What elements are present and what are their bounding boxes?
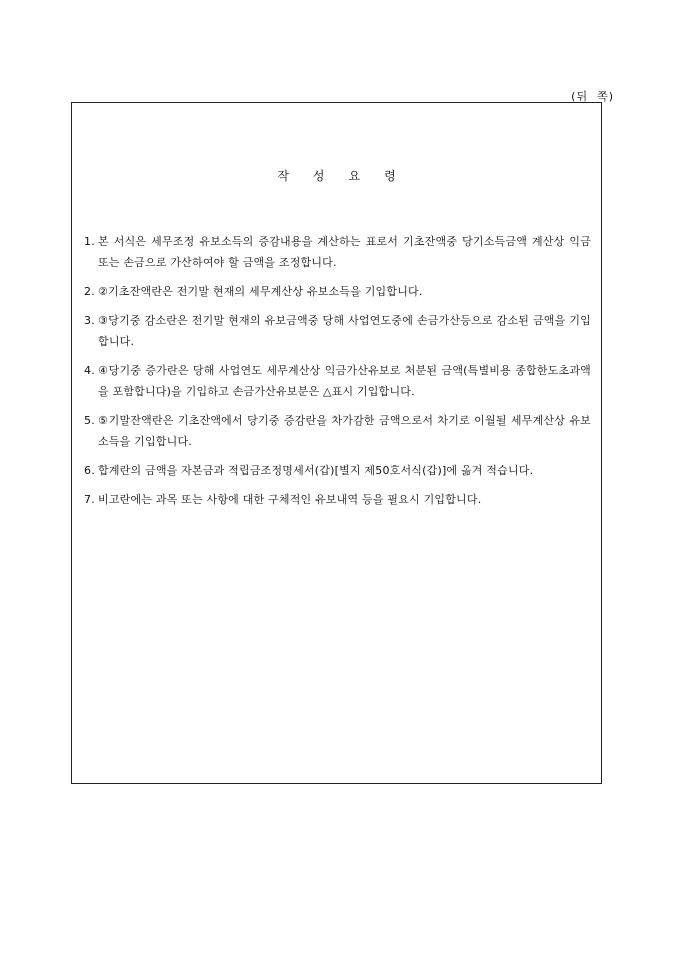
instruction-number: 4. [84, 364, 95, 377]
instructions-title: 작성요령 [277, 169, 420, 183]
instruction-number: 2. [84, 285, 95, 298]
instruction-item-2 [84, 281, 591, 302]
instruction-text: 합계란의 금액을 자본금과 적립금조정명세서(갑)[별지 제50호서식(갑)]에 옮겨 적습니다. [98, 464, 534, 477]
instruction-number: 6. [84, 464, 95, 477]
instruction-text: 비고란에는 과목 또는 사항에 대한 구체적인 유보내역 등을 필요시 기입합니다. [98, 493, 482, 506]
instruction-text: ⑤기말잔액란은 기초잔액에서 당기중 증감란을 차가감한 금액으로서 차기로 이월될 세무계산상 유보소득을 기입합니다. [98, 414, 591, 448]
instructions-box [71, 102, 602, 784]
instruction-text: ③당기중 감소란은 전기말 현재의 유보금액중 당해 사업연도중에 손금가산등으로 감소된 금액을 기입합니다. [98, 314, 591, 348]
instruction-number: 3. [84, 314, 95, 327]
instruction-number: 7. [84, 493, 95, 506]
instruction-item-5 [84, 410, 591, 452]
instruction-text: ④당기중 증가란은 당해 사업연도 세무계산상 익금가산유보로 처분된 금액(특별비용 종합한도초과액을 포함합니다)을 기입하고 손금가산유보분은 △표시 기입합니다. [98, 364, 591, 398]
instructions-list [84, 231, 591, 518]
instruction-number: 1. [84, 235, 95, 248]
instruction-number: 5. [84, 414, 95, 427]
instruction-text: ②기초잔액란은 전기말 현재의 세무계산상 유보소득을 기입합니다. [98, 285, 423, 298]
page-side-label: (뒤 쪽) [571, 90, 614, 103]
instruction-item-6 [84, 460, 591, 481]
instruction-item-3 [84, 310, 591, 352]
instruction-item-7 [84, 489, 591, 510]
instruction-item-4 [84, 360, 591, 402]
instruction-text: 본 서식은 세무조정 유보소득의 증감내용을 계산하는 표로서 기초잔액중 당기소득금액 계산상 익금 또는 손금으로 가산하여야 할 금액을 조정합니다. [98, 235, 591, 269]
instruction-item-1 [84, 231, 591, 273]
